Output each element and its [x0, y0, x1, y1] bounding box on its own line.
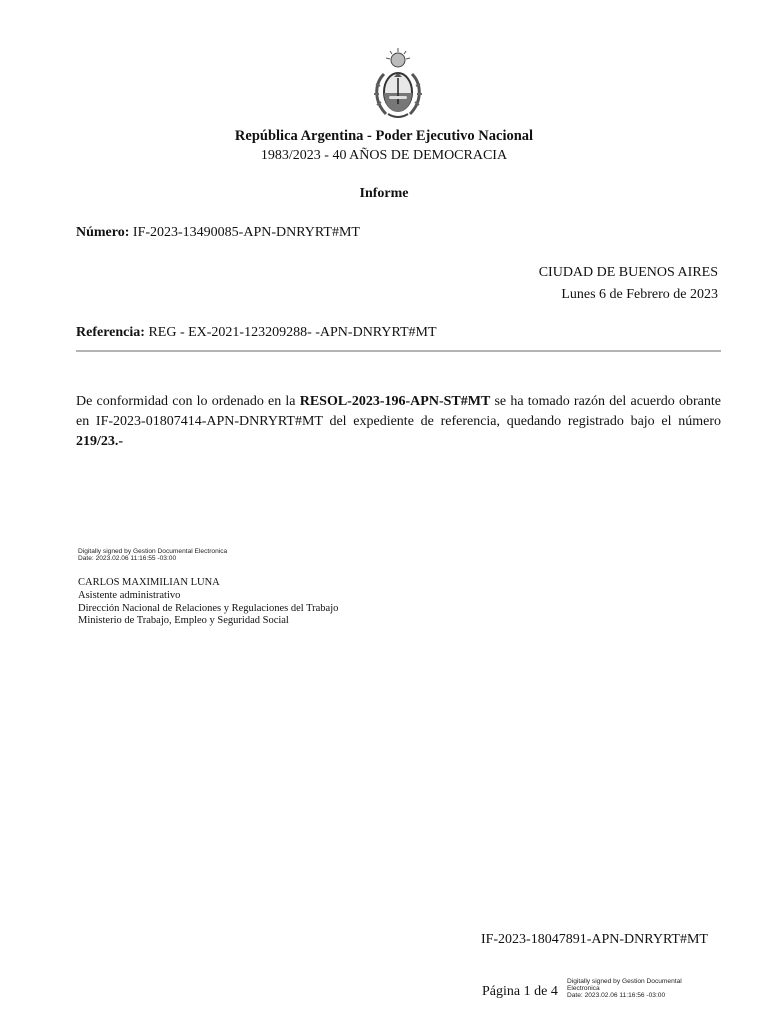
header-country-line: República Argentina - Poder Ejecutivo Nacional [234, 128, 534, 144]
registration-number: 219/23.- [76, 434, 124, 449]
resolution-reference: RESOL-2023-196-APN-ST#MT [299, 394, 491, 409]
signer-role: Asistente administrativo [78, 590, 181, 601]
footer-signed-by [567, 978, 682, 999]
footer-signed-line-1: Digitally signed by Gestion Documental [567, 978, 682, 985]
body-part-1: De conformidad con lo ordenado en la [76, 394, 300, 409]
signer-ministry: Ministerio de Trabajo, Empleo y Seguridad Social [78, 615, 289, 626]
header-anniversary-line: 1983/2023 - 40 AÑOS DE DEMOCRACIA [260, 148, 508, 163]
numero-value: IF-2023-13490085-APN-DNRYRT#MT [132, 225, 360, 240]
signature-signed-by: Digitally signed by Gestion Documental Electronica [78, 548, 228, 555]
body-part-2: se ha tomado razón del acuerdo obrante en IF-2023-01807414-APN-DNRYRT#MT del expediente de referencia, quedando registrado bajo el número [76, 394, 721, 429]
numero-row [76, 225, 360, 241]
date: Lunes 6 de Febrero de 2023 [561, 287, 718, 302]
document-type-title: Informe [359, 186, 409, 201]
footer-signed-date: Date: 2023.02.06 11:16:56 -03:00 [567, 992, 666, 999]
signature-date: Date: 2023.02.06 11:16:55 -03:00 [78, 555, 177, 562]
referencia-value: REG - EX-2021-123209288- -APN-DNRYRT#MT [148, 325, 437, 340]
argentina-coat-of-arms-icon [368, 46, 428, 124]
signer-office: Dirección Nacional de Relaciones y Regulaciones del Trabajo [78, 603, 339, 614]
signer-name: CARLOS MAXIMILIAN LUNA [78, 577, 220, 588]
footer-signed-line-2: Electronica [567, 985, 600, 992]
city: CIUDAD DE BUENOS AIRES [538, 265, 718, 280]
body-paragraph [76, 392, 721, 452]
page-number: Página 1 de 4 [482, 984, 558, 999]
referencia-row [76, 325, 437, 341]
referencia-label: Referencia: [76, 325, 145, 340]
footer-document-id: IF-2023-18047891-APN-DNRYRT#MT [480, 932, 708, 947]
numero-label: Número: [76, 225, 130, 240]
divider [76, 350, 721, 352]
